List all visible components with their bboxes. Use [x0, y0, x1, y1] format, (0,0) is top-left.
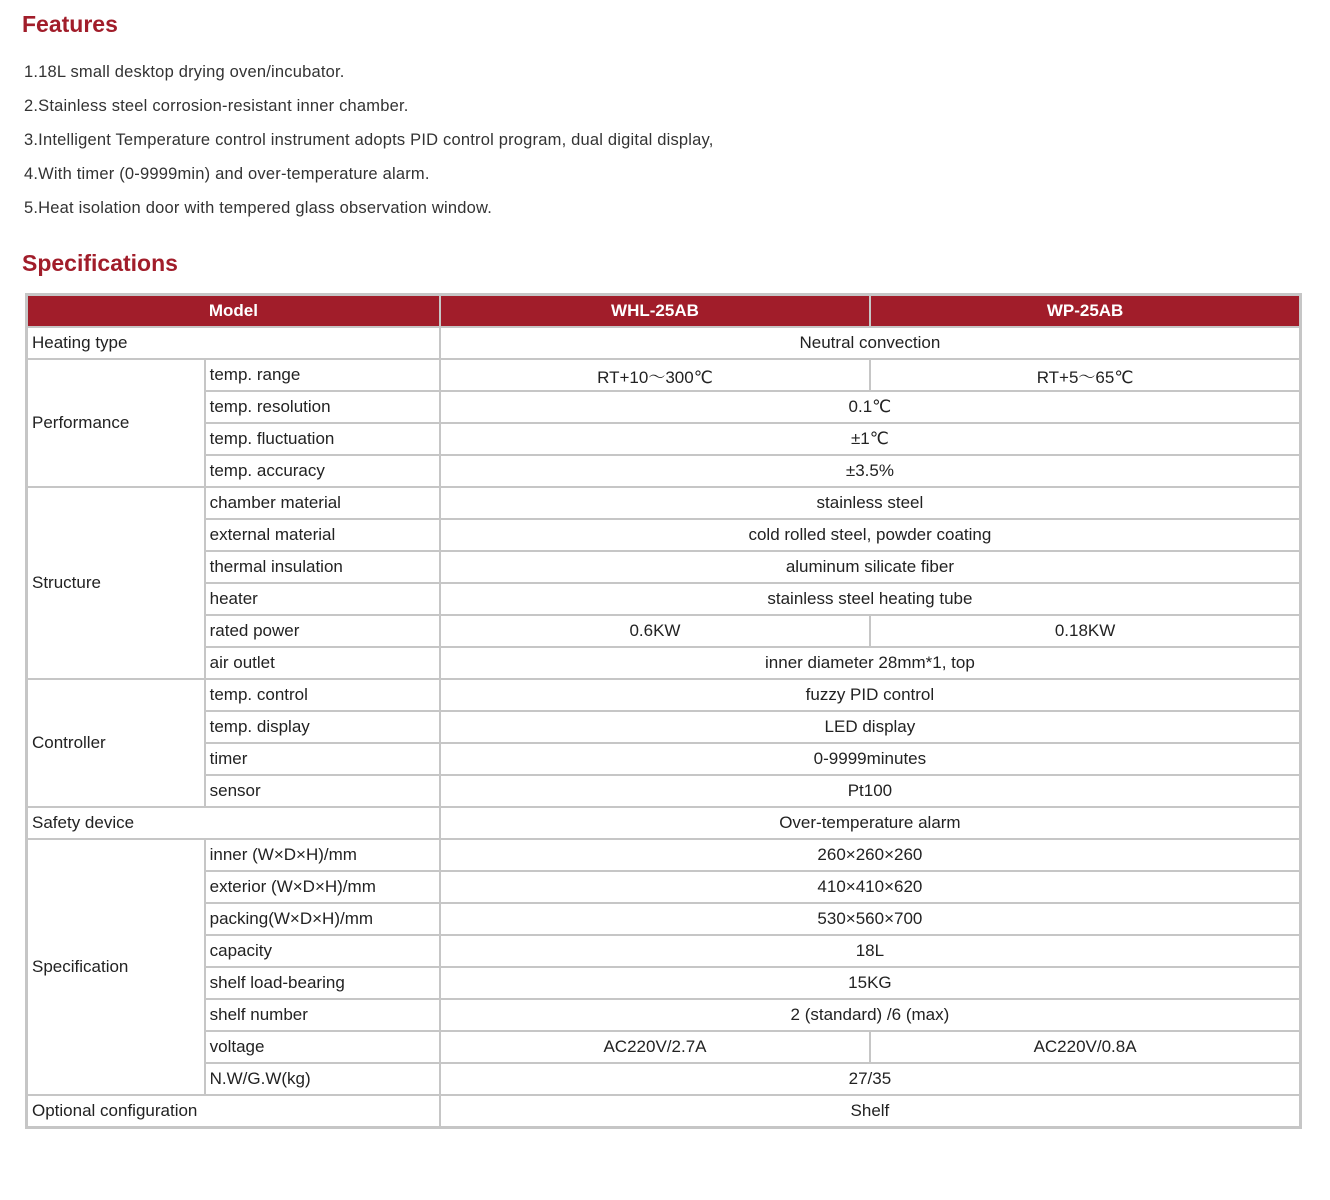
- value-temp-display: LED display: [440, 711, 1301, 743]
- table-row: [27, 903, 1301, 935]
- row-label-temp-fluctuation: temp. fluctuation: [205, 423, 440, 455]
- row-label-shelf-number: shelf number: [205, 999, 440, 1031]
- value-chamber-material: stainless steel: [440, 487, 1301, 519]
- value-shelf-number: 2 (standard) /6 (max): [440, 999, 1301, 1031]
- feature-item: 4.With timer (0-9999min) and over-temperature alarm.: [24, 165, 430, 183]
- features-heading: Features: [22, 11, 118, 37]
- table-row: [27, 839, 1301, 871]
- row-label-safety-device: Safety device: [27, 807, 440, 839]
- row-label-optional-configuration: Optional configuration: [27, 1095, 440, 1128]
- row-label-heating-type: Heating type: [27, 327, 440, 359]
- feature-item: 1.18L small desktop drying oven/incubator.: [24, 63, 345, 81]
- specifications-heading: Specifications: [22, 250, 178, 276]
- value-weight: 27/35: [440, 1063, 1301, 1095]
- row-label-weight: N.W/G.W(kg): [205, 1063, 440, 1095]
- table-row: [27, 807, 1301, 839]
- value-packing-dimensions: 530×560×700: [440, 903, 1301, 935]
- value-temp-resolution: 0.1℃: [440, 391, 1301, 423]
- row-label-shelf-load: shelf load-bearing: [205, 967, 440, 999]
- value-inner-dimensions: 260×260×260: [440, 839, 1301, 871]
- value-safety-device: Over-temperature alarm: [440, 807, 1301, 839]
- table-row: [27, 967, 1301, 999]
- value-exterior-dimensions: 410×410×620: [440, 871, 1301, 903]
- row-label-chamber-material: chamber material: [205, 487, 440, 519]
- table-row: [27, 583, 1301, 615]
- table-row: [27, 455, 1301, 487]
- value-temp-range-whl: RT+10～300℃: [440, 359, 870, 391]
- category-controller: Controller: [27, 679, 205, 807]
- category-structure: Structure: [27, 487, 205, 679]
- table-row: [27, 423, 1301, 455]
- row-label-temp-range: temp. range: [205, 359, 440, 391]
- row-label-packing-dimensions: packing(W×D×H)/mm: [205, 903, 440, 935]
- header-model-wp-25ab: WP-25AB: [870, 295, 1300, 328]
- table-row: [27, 615, 1301, 647]
- row-label-temp-control: temp. control: [205, 679, 440, 711]
- value-sensor: Pt100: [440, 775, 1301, 807]
- row-label-timer: timer: [205, 743, 440, 775]
- row-label-voltage: voltage: [205, 1031, 440, 1063]
- table-header-row: [27, 295, 1301, 328]
- feature-item: 2.Stainless steel corrosion-resistant inner chamber.: [24, 97, 409, 115]
- table-row: [27, 775, 1301, 807]
- value-thermal-insulation: aluminum silicate fiber: [440, 551, 1301, 583]
- value-heating-type: Neutral convection: [440, 327, 1301, 359]
- value-rated-power-wp: 0.18KW: [870, 615, 1300, 647]
- row-label-external-material: external material: [205, 519, 440, 551]
- row-label-temp-accuracy: temp. accuracy: [205, 455, 440, 487]
- value-heater: stainless steel heating tube: [440, 583, 1301, 615]
- table-row: [27, 935, 1301, 967]
- table-row: [27, 551, 1301, 583]
- value-voltage-whl: AC220V/2.7A: [440, 1031, 870, 1063]
- row-label-sensor: sensor: [205, 775, 440, 807]
- category-specification: Specification: [27, 839, 205, 1095]
- table-row: [27, 359, 1301, 391]
- value-shelf-load: 15KG: [440, 967, 1301, 999]
- table-row: [27, 711, 1301, 743]
- table-row: [27, 679, 1301, 711]
- feature-item: 5.Heat isolation door with tempered glass observation window.: [24, 199, 493, 217]
- table-row: [27, 1031, 1301, 1063]
- table-row: [27, 743, 1301, 775]
- value-temp-accuracy: ±3.5%: [440, 455, 1301, 487]
- table-row: [27, 519, 1301, 551]
- value-external-material: cold rolled steel, powder coating: [440, 519, 1301, 551]
- table-row: [27, 327, 1301, 359]
- table-row: [27, 999, 1301, 1031]
- table-row: [27, 1095, 1301, 1128]
- features-list: [24, 55, 714, 225]
- row-label-temp-resolution: temp. resolution: [205, 391, 440, 423]
- row-label-heater: heater: [205, 583, 440, 615]
- value-temp-range-wp: RT+5～65℃: [870, 359, 1300, 391]
- row-label-thermal-insulation: thermal insulation: [205, 551, 440, 583]
- table-row: [27, 871, 1301, 903]
- specifications-table: [25, 293, 1302, 1129]
- row-label-rated-power: rated power: [205, 615, 440, 647]
- value-temp-control: fuzzy PID control: [440, 679, 1301, 711]
- feature-item: 3.Intelligent Temperature control instrument adopts PID control program, dual digital display,: [24, 131, 714, 149]
- value-air-outlet: inner diameter 28mm*1, top: [440, 647, 1301, 679]
- header-model-whl-25ab: WHL-25AB: [440, 295, 870, 328]
- table-row: [27, 1063, 1301, 1095]
- table-row: [27, 487, 1301, 519]
- row-label-exterior-dimensions: exterior (W×D×H)/mm: [205, 871, 440, 903]
- row-label-capacity: capacity: [205, 935, 440, 967]
- row-label-inner-dimensions: inner (W×D×H)/mm: [205, 839, 440, 871]
- value-voltage-wp: AC220V/0.8A: [870, 1031, 1300, 1063]
- value-capacity: 18L: [440, 935, 1301, 967]
- header-model: Model: [27, 295, 440, 328]
- value-optional-configuration: Shelf: [440, 1095, 1301, 1128]
- row-label-temp-display: temp. display: [205, 711, 440, 743]
- table-row: [27, 391, 1301, 423]
- row-label-air-outlet: air outlet: [205, 647, 440, 679]
- value-timer: 0-9999minutes: [440, 743, 1301, 775]
- value-temp-fluctuation: ±1℃: [440, 423, 1301, 455]
- value-rated-power-whl: 0.6KW: [440, 615, 870, 647]
- category-performance: Performance: [27, 359, 205, 487]
- table-row: [27, 647, 1301, 679]
